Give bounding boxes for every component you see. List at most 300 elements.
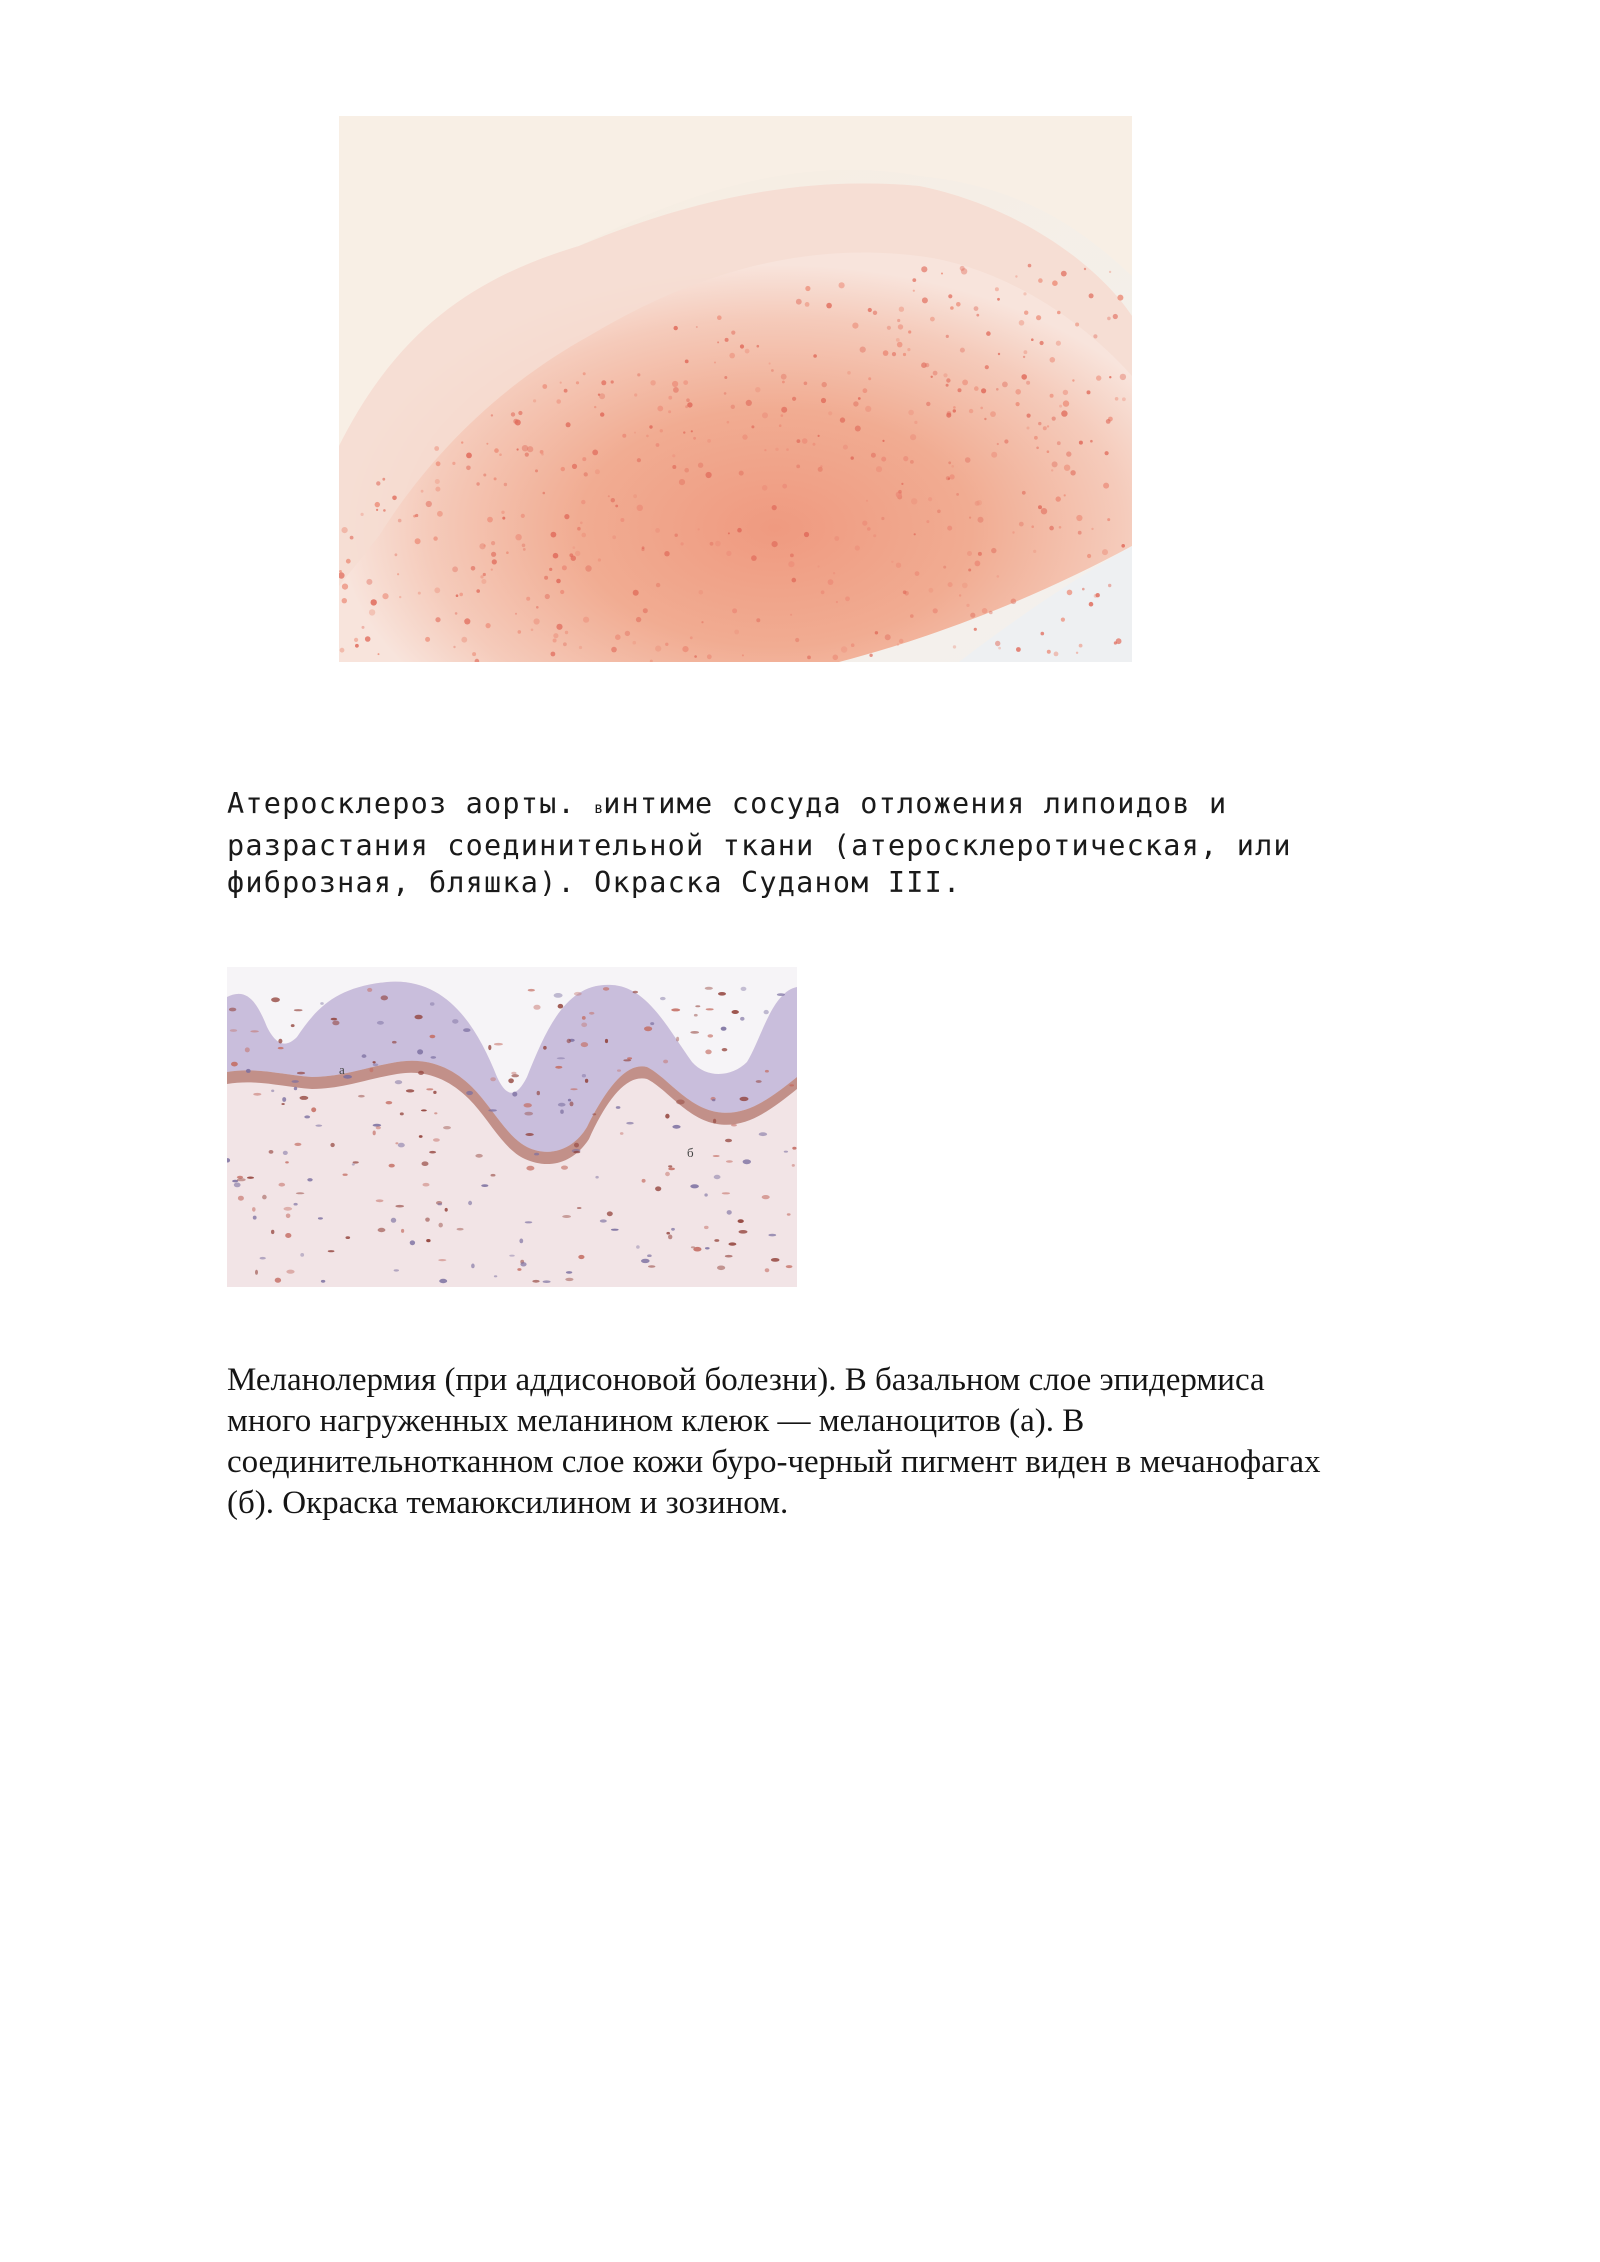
stain-speckle — [795, 638, 799, 642]
stain-speckle — [726, 551, 731, 556]
stain-speckle — [1091, 528, 1093, 530]
stain-nucleus — [787, 1213, 791, 1215]
stain-speckle — [459, 593, 463, 597]
stain-speckle — [1054, 652, 1059, 657]
figure-1-caption — [227, 785, 1427, 901]
stain-speckle — [491, 414, 493, 416]
stain-speckle — [679, 479, 685, 485]
stain-speckle — [542, 384, 547, 389]
stain-speckle — [1063, 400, 1069, 406]
stain-nucleus — [292, 1080, 299, 1083]
stain-speckle — [851, 643, 855, 647]
stain-nucleus — [439, 1279, 447, 1283]
stain-speckle — [986, 331, 991, 336]
stain-speckle — [633, 590, 639, 596]
stain-speckle — [1022, 491, 1026, 495]
stain-speckle — [1002, 382, 1008, 388]
stain-speckle — [608, 495, 610, 497]
stain-nucleus — [431, 1056, 437, 1059]
stain-speckle — [797, 439, 801, 443]
stain-speckle — [499, 453, 502, 456]
stain-nucleus — [230, 1029, 237, 1032]
stain-speckle — [970, 613, 975, 618]
stain-speckle — [494, 477, 497, 480]
stain-speckle — [1096, 375, 1101, 380]
stain-speckle — [580, 522, 583, 525]
stain-nucleus — [644, 1026, 652, 1031]
stain-nucleus — [762, 1195, 770, 1199]
stain-speckle — [771, 369, 774, 372]
stain-speckle — [664, 551, 669, 556]
stain-nucleus — [401, 1229, 404, 1233]
stain-speckle — [860, 347, 866, 353]
stain-speckle — [1064, 494, 1066, 496]
stain-speckle — [997, 298, 1000, 301]
stain-speckle — [995, 287, 999, 291]
stain-speckle — [551, 652, 556, 657]
stain-speckle — [1052, 417, 1056, 421]
stain-speckle — [1050, 394, 1054, 398]
stain-speckle — [366, 579, 372, 585]
stain-speckle — [974, 386, 979, 391]
stain-nucleus — [377, 1021, 384, 1025]
stain-speckle — [937, 510, 941, 514]
stain-nucleus — [741, 987, 747, 991]
stain-speckle — [582, 457, 586, 461]
stain-speckle — [491, 552, 496, 557]
stain-nucleus — [603, 987, 609, 991]
stain-speckle — [672, 454, 675, 457]
stain-speckle — [476, 589, 480, 593]
stain-speckle — [1033, 550, 1036, 553]
stain-speckle — [946, 335, 949, 338]
stain-nucleus — [330, 1143, 334, 1147]
stain-speckle — [1027, 427, 1030, 430]
stain-nucleus — [534, 1153, 539, 1156]
stain-nucleus — [389, 1164, 395, 1168]
stain-speckle — [556, 579, 561, 584]
stain-speckle — [1107, 317, 1111, 321]
stain-speckle — [1072, 379, 1074, 381]
stain-speckle — [1057, 441, 1061, 445]
stain-nucleus — [300, 1253, 304, 1257]
stain-speckle — [575, 551, 580, 556]
stain-nucleus — [294, 1203, 298, 1206]
stain-speckle — [340, 648, 345, 653]
stain-speckle — [873, 534, 876, 537]
stain-nucleus — [395, 1205, 404, 1208]
stain-nucleus — [765, 1268, 770, 1272]
stain-nucleus — [392, 1041, 397, 1044]
stain-nucleus — [695, 1005, 700, 1007]
stain-nucleus — [532, 1280, 539, 1283]
stain-nucleus — [286, 1270, 294, 1274]
stain-speckle — [974, 306, 979, 311]
stain-nucleus — [320, 1002, 324, 1005]
stain-speckle — [339, 570, 342, 573]
stain-speckle — [342, 598, 347, 603]
caption-2-line-3: соединительнотканном слое кожи буро-черный пигмент виден в мечанофагах — [227, 1444, 1321, 1480]
stain-nucleus — [705, 1247, 710, 1249]
stain-nucleus — [577, 1207, 582, 1209]
stain-nucleus — [650, 1022, 654, 1025]
stain-nucleus — [743, 1159, 751, 1164]
stain-nucleus — [641, 1259, 650, 1263]
stain-nucleus — [332, 1021, 339, 1026]
stain-speckle — [998, 647, 1001, 650]
stain-nucleus — [517, 1268, 521, 1271]
stain-nucleus — [706, 1008, 714, 1010]
stain-speckle — [914, 421, 917, 424]
stain-nucleus — [777, 993, 785, 996]
stain-nucleus — [705, 1050, 711, 1055]
stain-speckle — [896, 338, 900, 342]
stain-speckle — [873, 311, 877, 315]
stain-speckle — [921, 362, 927, 368]
stain-nucleus — [732, 1010, 739, 1014]
stain-speckle — [946, 413, 951, 418]
stain-speckle — [1019, 320, 1025, 326]
stain-nucleus — [690, 1031, 699, 1034]
stain-speckle — [707, 654, 712, 659]
stain-nucleus — [358, 1095, 365, 1098]
stain-speckle — [933, 608, 938, 613]
stain-speckle — [633, 641, 637, 645]
stain-nucleus — [508, 1078, 514, 1083]
stain-speckle — [560, 382, 562, 384]
stain-nucleus — [283, 1151, 288, 1155]
stain-nucleus — [494, 1043, 503, 1046]
stain-speckle — [1024, 311, 1028, 315]
stain-nucleus — [315, 1125, 322, 1127]
stain-speckle — [1004, 439, 1008, 443]
stain-speckle — [755, 387, 760, 392]
stain-speckle — [637, 458, 641, 462]
stain-speckle — [966, 604, 969, 607]
stain-nucleus — [633, 991, 638, 994]
stain-speckle — [841, 646, 847, 652]
stain-speckle — [833, 655, 839, 661]
stain-speckle — [891, 561, 893, 563]
caption-1-line-1 — [227, 785, 1427, 827]
stain-speckle — [598, 558, 601, 561]
stain-nucleus — [373, 1131, 376, 1136]
stain-nucleus — [792, 1147, 796, 1150]
stain-speckle — [1051, 469, 1053, 471]
stain-speckle — [563, 642, 567, 646]
stain-nucleus — [617, 1069, 621, 1071]
stain-speckle — [1059, 405, 1062, 408]
stain-speckle — [956, 493, 959, 496]
stain-speckle — [845, 596, 850, 601]
stain-nucleus — [756, 1080, 762, 1083]
stain-nucleus — [376, 1199, 384, 1202]
stain-speckle — [807, 656, 811, 660]
stain-nucleus — [611, 1229, 619, 1231]
stain-speckle — [437, 511, 443, 517]
stain-nucleus — [373, 1061, 376, 1063]
stain-nucleus — [655, 1186, 661, 1191]
stain-speckle — [534, 618, 540, 624]
stain-nucleus — [694, 1014, 698, 1017]
stain-speckle — [354, 638, 358, 642]
stain-nucleus — [443, 1126, 451, 1129]
stain-speckle — [672, 465, 676, 469]
stain-speckle — [855, 545, 860, 550]
stain-speckle — [656, 443, 660, 447]
stain-speckle — [425, 637, 430, 642]
stain-speckle — [869, 654, 872, 657]
stain-speckle — [434, 587, 440, 593]
stain-speckle — [491, 541, 495, 545]
stain-nucleus — [607, 1211, 613, 1216]
stain-speckle — [828, 411, 832, 415]
stain-speckle — [1089, 602, 1094, 607]
stain-speckle — [883, 350, 889, 356]
stain-nucleus — [789, 1084, 794, 1086]
stain-speckle — [804, 382, 808, 386]
stain-nucleus — [278, 1039, 282, 1044]
stain-speckle — [1016, 402, 1020, 406]
stain-speckle — [481, 579, 486, 584]
stain-speckle — [576, 381, 579, 384]
label-b: б — [687, 1145, 694, 1160]
stain-nucleus — [253, 1093, 261, 1096]
stain-speckle — [989, 611, 993, 615]
stain-speckle — [853, 401, 858, 406]
stain-speckle — [643, 608, 648, 613]
stain-speckle — [1019, 522, 1024, 527]
stain-speckle — [742, 654, 744, 656]
stain-speckle — [1087, 554, 1091, 558]
stain-speckle — [683, 431, 685, 433]
stain-speckle — [525, 453, 529, 457]
stain-speckle — [969, 409, 973, 413]
stain-nucleus — [433, 1091, 436, 1094]
stain-nucleus — [567, 1039, 571, 1043]
stain-nucleus — [558, 1004, 564, 1009]
stain-speckle — [805, 302, 810, 307]
stain-speckle — [611, 647, 617, 653]
stain-speckle — [788, 561, 794, 567]
stain-speckle — [1102, 549, 1108, 555]
stain-speckle — [910, 460, 914, 464]
stain-nucleus — [245, 1047, 250, 1052]
stain-speckle — [543, 492, 546, 495]
stain-nucleus — [560, 1110, 564, 1114]
stain-speckle — [1090, 440, 1093, 443]
stain-speckle — [466, 453, 472, 459]
stain-speckle — [615, 505, 618, 508]
stain-nucleus — [557, 1057, 565, 1059]
stain-speckle — [579, 646, 582, 649]
stain-speckle — [421, 490, 424, 493]
stain-speckle — [1024, 350, 1028, 354]
stain-speckle — [601, 380, 606, 385]
stain-nucleus — [525, 1221, 533, 1223]
stain-nucleus — [581, 1042, 588, 1047]
stain-speckle — [882, 440, 884, 442]
stain-speckle — [435, 617, 440, 622]
stain-speckle — [592, 450, 598, 456]
stain-speckle — [682, 646, 688, 652]
stain-speckle — [487, 517, 493, 523]
stain-speckle — [897, 644, 899, 646]
stain-speckle — [948, 461, 951, 464]
stain-speckle — [915, 571, 920, 576]
stain-speckle — [897, 319, 900, 322]
stain-speckle — [717, 315, 722, 320]
stain-nucleus — [690, 1184, 699, 1188]
stain-speckle — [903, 353, 906, 356]
stain-speckle — [375, 502, 380, 507]
stain-speckle — [990, 411, 996, 417]
stain-speckle — [953, 409, 956, 412]
stain-speckle — [641, 548, 644, 551]
stain-speckle — [549, 568, 552, 571]
stain-speckle — [566, 422, 571, 427]
stain-nucleus — [417, 1049, 423, 1054]
stain-speckle — [781, 374, 787, 380]
stain-speckle — [376, 481, 380, 485]
stain-speckle — [1063, 390, 1068, 395]
stain-speckle — [969, 517, 971, 519]
stain-speckle — [926, 520, 929, 523]
stain-nucleus — [718, 992, 726, 996]
stain-speckle — [953, 645, 956, 648]
stain-nucleus — [237, 1178, 246, 1181]
stain-nucleus — [400, 1112, 404, 1115]
stain-speckle — [950, 306, 954, 310]
stain-speckle — [583, 372, 586, 375]
stain-nucleus — [668, 1168, 675, 1171]
stain-speckle — [687, 402, 692, 407]
stain-speckle — [491, 569, 493, 571]
stain-speckle — [898, 490, 902, 494]
stain-speckle — [553, 633, 558, 638]
stain-nucleus — [717, 1266, 725, 1271]
stain-speckle — [668, 410, 671, 413]
stain-speckle — [724, 376, 727, 379]
stain-speckle — [978, 517, 984, 523]
caption-1-line-1-start: Атеросклероз аорты. — [227, 787, 595, 820]
stain-speckle — [506, 551, 509, 554]
stain-nucleus — [406, 1089, 414, 1092]
stain-nucleus — [466, 1091, 473, 1095]
stain-nucleus — [425, 1218, 430, 1222]
stain-nucleus — [426, 1088, 433, 1090]
stain-speckle — [1064, 465, 1070, 471]
stain-speckle — [523, 548, 526, 551]
stain-speckle — [843, 445, 848, 450]
stain-speckle — [805, 286, 810, 291]
stain-speckle — [762, 485, 768, 491]
stain-nucleus — [526, 1166, 534, 1171]
stain-speckle — [836, 601, 838, 603]
stain-speckle — [656, 583, 660, 587]
stain-speckle — [822, 382, 827, 387]
stain-nucleus — [739, 1230, 748, 1234]
stain-nucleus — [570, 1102, 574, 1107]
stain-speckle — [904, 591, 909, 596]
stain-nucleus — [300, 1096, 309, 1100]
stain-speckle — [710, 542, 714, 546]
stain-speckle — [486, 443, 488, 445]
stain-speckle — [727, 421, 730, 424]
stain-speckle — [714, 362, 716, 364]
stain-speckle — [790, 554, 794, 558]
stain-speckle — [740, 344, 744, 348]
stain-nucleus — [668, 1235, 672, 1240]
stain-speckle — [382, 593, 388, 599]
stain-nucleus — [286, 1214, 291, 1219]
stain-speckle — [577, 527, 581, 531]
stain-speckle — [696, 326, 698, 328]
stain-speckle — [681, 542, 684, 545]
stain-nucleus — [419, 1135, 423, 1138]
stain-speckle — [1012, 531, 1014, 533]
stain-nucleus — [281, 1103, 284, 1105]
stain-nucleus — [490, 1077, 496, 1081]
stain-speckle — [1023, 292, 1026, 295]
stain-nucleus — [278, 1047, 284, 1049]
stain-speckle — [885, 634, 891, 640]
stain-speckle — [1036, 447, 1039, 450]
stain-nucleus — [616, 1106, 621, 1109]
stain-speckle — [1031, 525, 1034, 528]
stain-nucleus — [740, 1097, 749, 1101]
stain-nucleus — [398, 1143, 405, 1148]
stain-speckle — [991, 452, 997, 458]
stain-nucleus — [647, 1254, 652, 1257]
stain-nucleus — [373, 1063, 379, 1066]
stain-speckle — [960, 348, 965, 353]
stain-speckle — [453, 646, 455, 648]
stain-speckle — [929, 588, 934, 593]
stain-speckle — [946, 384, 949, 387]
stain-nucleus — [494, 1275, 497, 1277]
stain-speckle — [1021, 374, 1027, 380]
stain-speckle — [871, 453, 876, 458]
stain-speckle — [655, 528, 660, 533]
stain-nucleus — [271, 1090, 274, 1093]
stain-speckle — [1066, 451, 1071, 456]
stain-nucleus — [740, 1017, 744, 1021]
stain-speckle — [502, 517, 505, 520]
stain-nucleus — [468, 1201, 472, 1205]
stain-speckle — [415, 538, 421, 544]
stain-nucleus — [471, 1264, 475, 1269]
stain-speckle — [434, 446, 439, 451]
stain-nucleus — [671, 1008, 680, 1011]
stain-speckle — [1052, 280, 1058, 286]
stain-nucleus — [328, 1250, 335, 1252]
stain-speckle — [562, 565, 567, 570]
stain-nucleus — [488, 1045, 491, 1050]
stain-speckle — [1061, 271, 1067, 277]
stain-speckle — [757, 345, 760, 348]
stain-speckle — [980, 407, 983, 410]
stain-speckle — [515, 613, 517, 615]
stain-speckle — [715, 541, 721, 547]
stain-speckle — [569, 553, 573, 557]
stain-speckle — [1015, 389, 1021, 395]
stain-speckle — [595, 469, 600, 474]
stain-nucleus — [433, 1138, 440, 1141]
stain-speckle — [1070, 470, 1075, 475]
stain-speckle — [981, 388, 986, 393]
stain-speckle — [742, 434, 747, 439]
